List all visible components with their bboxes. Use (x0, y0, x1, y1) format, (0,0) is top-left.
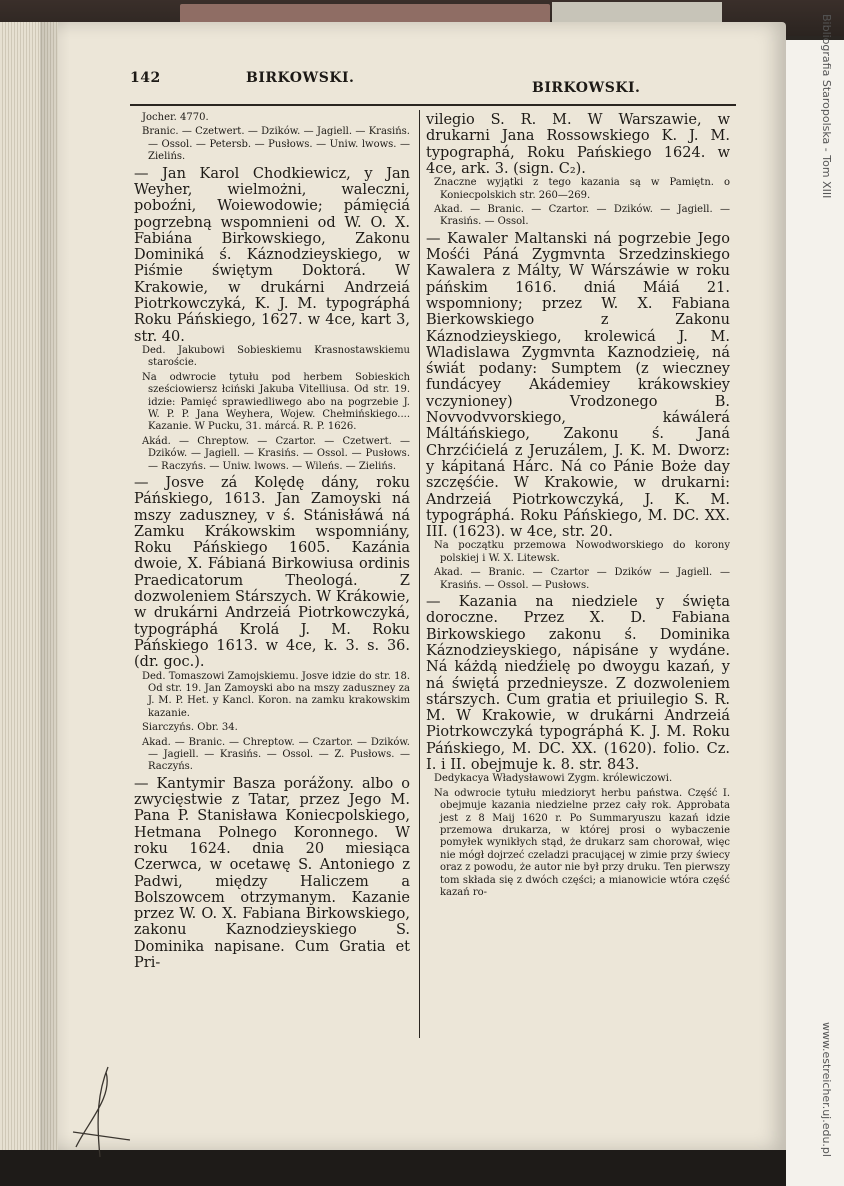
note-paragraph: Ded. Tomaszowi Zamojskiemu. Josve idzie do str. 18. Od str. 19. Jan Zamoyski abo na mszy zaduszney za J. M. P. Het. y Kancl. Koron. na zamku krakowskim kazanie. (142, 670, 410, 719)
entry-paragraph: vilegio S. R. M. W Warszawie, w drukarni Jana Rossowskiego K. J. M. typographá, Roku Pańskiego 1624. w 4ce, ark. 3. (sign. C₂). (426, 112, 730, 177)
entry-paragraph: — Jan Karol Chodkiewicz, y Jan Weyher, wielmożni, waleczni, poboźni, Woiewodowie; pámięciá pogrzebną wspomnieni od W. O. X. Fabiána Birkowskiego, Zakonu Dominiká ś. Káznodzieyskiego, w Piśmie świętym Doktorá. W Krakowie, w drukárni Andrzeiá Piotrkowczyká, K. J. M. typográphá Roku Páńskiego, 1627. w 4ce, kart 3, str. 40. (134, 165, 410, 345)
note-paragraph: Na odwrocie tytułu pod herbem Sobieskich sześciowiersz łciński Jakuba Vitelliusa. Od str. 19. idzie: Pamięć sprawiedliwego abo na pogrzebie J. W. P. P. Jana Weyhera, Wojew. Chełmińskiego.... Kazanie. W Pucku, 31. márcá. R. P. 1626. (142, 371, 410, 433)
entry-paragraph: — Kazania na niedziele y święta doroczne. Przez X. D. Fabiana Birkowskiego zakonu ś. Dominika Káznodzieyskiego, nápisáne y wydáne. Ná káżdą niedźielę po dwoygu kazań, y ná świętá przednieysze. Z dozwoleniem stárszych. Cum gratia et priuilegio S. R. M. W Krakowie, w drukárni Andrzeiá Piotrkowczyká typográphá K. J. M. Roku Páńskiego, M. DC. XX. (1620). folio. Cz. I. i II. obejmuje k. 8. str. 843. (426, 594, 730, 774)
note-paragraph: Siarczyńs. Obr. 34. (142, 722, 238, 734)
gutter-shadow (40, 22, 70, 1150)
entry-paragraph: — Josve zá Kolędę dány, roku Páńskiego, 1613. Jan Zamoyski ná mszy zaduszney, v ś. Stánisłáwá ná Zamku Krákowskim wspomniány, Roku Páńskiego 1605. Kazánia dwoie, X. Fábianá Birkowiusa ordinis Praedicatorum Theologá. Z dozwoleniem Stárszych. W Krákowie, w drukárni Andrzeiá Piotrkowczyká, typográphá Krolá J. M. Roku Páńskiego 1613. w 4ce, k. 3. s. 36. (dr. goc.). (134, 474, 410, 671)
column-separator (419, 110, 420, 1038)
collection-label: Bibliografia Staropolska - Tom XIII (820, 14, 833, 199)
handwritten-signature (68, 1062, 138, 1162)
margin-strip (786, 40, 844, 1186)
note-paragraph: Branic. — Czetwert. — Dzików. — Jagiell. — Krasińs. — Ossol. — Petersb. — Pusłows. — Uniw. lwows. — Zielińs. (142, 126, 410, 163)
header-rule (130, 104, 736, 106)
note-paragraph: Na odwrocie tytułu miedzioryt herbu państwa. Część I. obejmuje kazania niedzielne przez cały rok. Approbata jest z 8 Maij 1620 r. Po Summaryuszu kazań idzie przemowa drukarza, w której prosi o wybaczenie pomyłek wynikłych stąd, że drukarz sam chorował, więc nie mógł dojrzeć czeladzi pracującej w zimie przy świecy oraz z powodu, że autor nie był przy druku. Ten pierwszy tom składa się z dwóch części; a mianowicie wtóra część kazań ro- (434, 787, 730, 898)
website-label: www.estreicher.uj.edu.pl (820, 1022, 833, 1157)
note-paragraph: Akad. — Branic. — Czartor. — Dzików. — Jagiell. — Krasińs. — Ossol. (434, 204, 730, 228)
entry-paragraph: — Kantymir Basza porážony. albo o zwycięstwie z Tatar, przez Jego M. Pana P. Stanisława Koniecpolskiego, Hetmana Polnego Koronnego. W roku 1624. dnia 20 miesiąca Czerwca, w ocetawę S. Antoniego z Padwi, między Haliczem a Bolszowcem otrzymanym. Kazanie przez W. O. X. Fabiana Birkowskiego, zakonu Kaznodzieyskiego S. Dominika napisane. Cum Gratia et Pri- (134, 775, 410, 972)
running-head-left: BIRKOWSKI. (246, 70, 355, 86)
note-paragraph: Jocher. 4770. (142, 112, 209, 123)
note-paragraph: Dedykacya Władysławowi Zygm. królewiczowi. (434, 773, 673, 785)
page-number: 142 (130, 70, 161, 86)
note-paragraph: Na początku przemowa Nowodworskiego do korony polskiej i W. X. Litewsk. (434, 540, 730, 564)
note-paragraph: Akad. — Branic. — Czartor — Dzików — Jagiell. — Krasińs. — Ossol. — Pusłows. (434, 567, 730, 591)
note-paragraph: Ded. Jakubowi Sobieskiemu Krasnostawskiemu staroście. (142, 344, 410, 369)
left-column (134, 112, 410, 971)
note-paragraph: Akád. — Chreptow. — Czartor. — Czetwert. — Dzików. — Jagiell. — Krasińs. — Ossol. — Pusłows. — Raczyńs. — Uniw. lwows. — Wileńs. — Zielińs. (142, 435, 410, 472)
entry-paragraph: — Kawaler Maltanski ná pogrzebie Jego Mośći Páná Zygmvnta Srzedzinskiego Kawalera z Málty, W Wárszáwie w roku páńskim 1616. dniá Máiá 21. wspomniony; przez W. X. Fabiana Bierkowskiego z Zakonu Káznodzieyskiego, krolewicá J. M. Wladislawa Zygmvnta Kaznodzieię, ná świát podany: Sumptem (z wieczney fundácyey Akádemiey krákowskiey vczynioney) Vrodzonego B. Novvodvvorskiego, káwálerá Máltáńskiego, Zakonu ś. Janá Chrzćićielá z Jeruzálem, J. K. M. Dworz: y kápitaná Hárc. Ná co Pánie Boże day szczęśćie. W Krakowie, w drukarni: Andrzeiá Piotrkowczyká, J. K. M. typográphá. Roku Páńskiego, M. DC. XX. III. (1623). w 4ce, str. 20. (426, 230, 730, 541)
note-paragraph: Znaczne wyjątki z tego kazania są w Pamiętn. o Koniecpolskich str. 260—269. (434, 177, 730, 201)
right-column (426, 112, 730, 901)
note-paragraph: Akad. — Branic. — Chreptow. — Czartor. — Dzików. — Jagiell. — Krasińs. — Ossol. — Z. Pusłows. — Raczyńs. (142, 736, 410, 773)
running-head-right: BIRKOWSKI. (532, 80, 641, 96)
